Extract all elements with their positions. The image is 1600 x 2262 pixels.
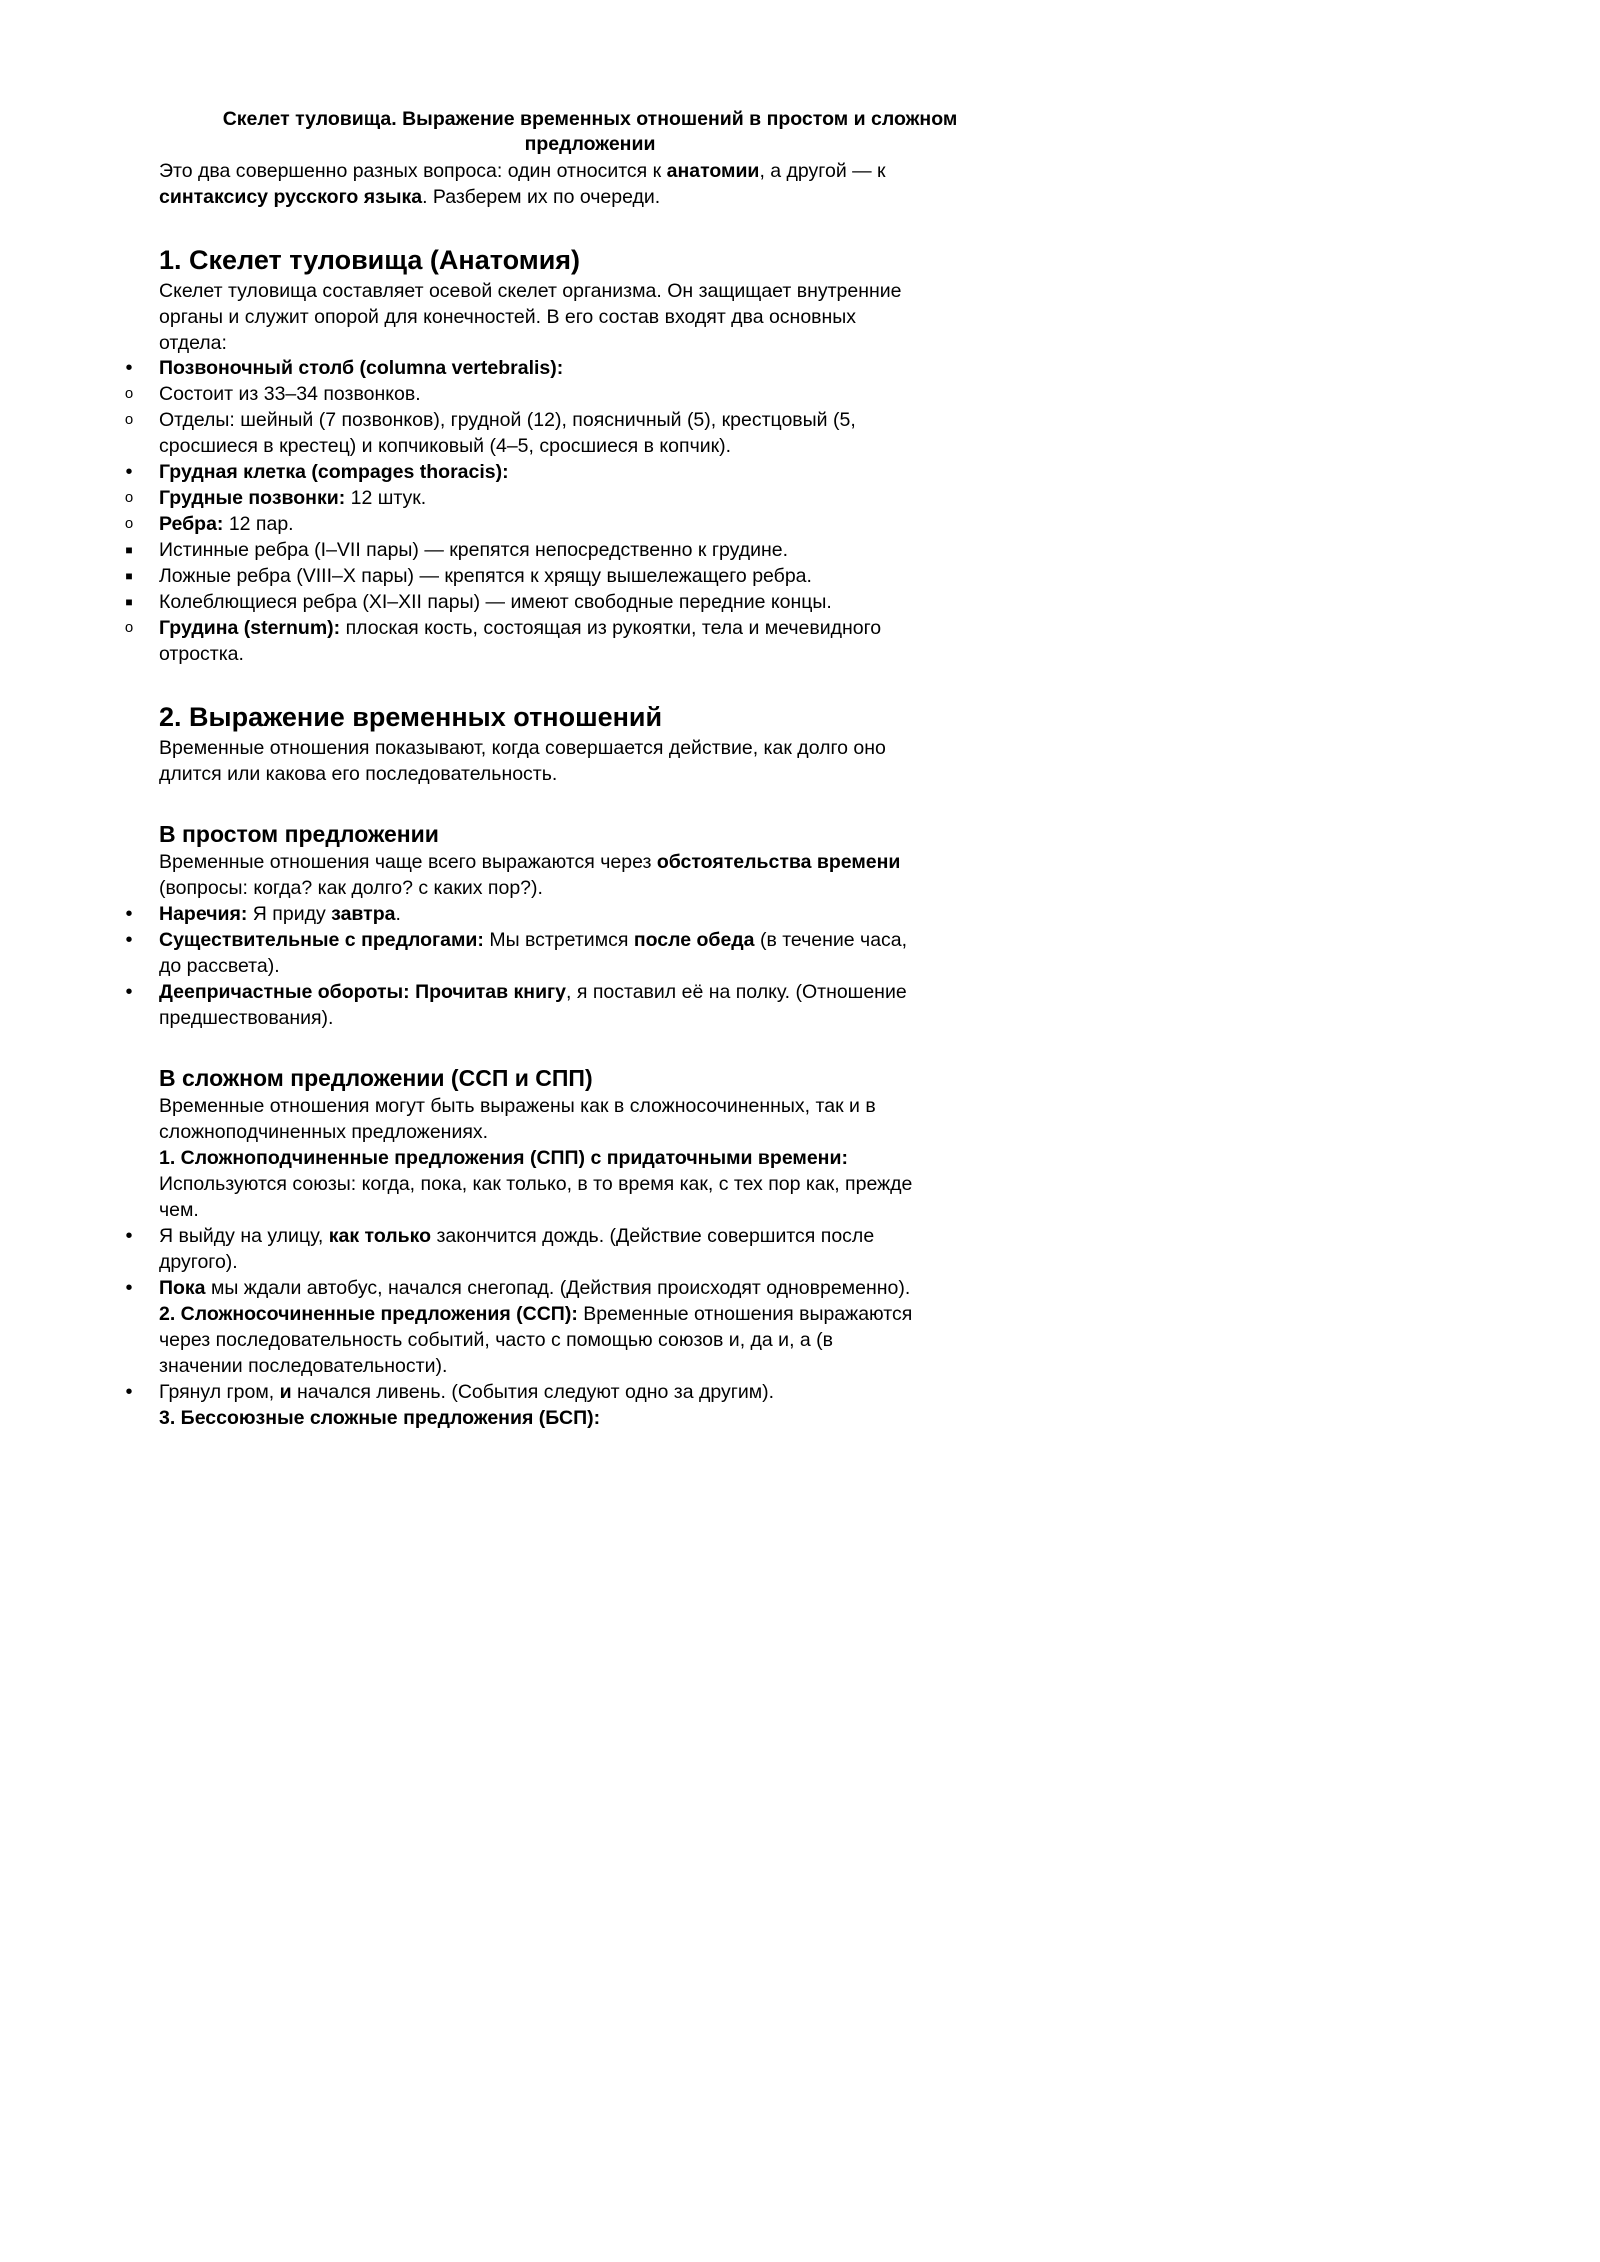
bullet-disc-icon: •: [125, 929, 133, 951]
list-item-thoracic-vertebrae: Грудные позвонки: 12 штук.: [159, 487, 427, 509]
simple-paragraph-line-1: Временные отношения чаще всего выражаются через обстоятельства времени: [159, 851, 901, 873]
simple-sentence-heading: В простом предложении: [159, 821, 439, 847]
bullet-circle-icon: o: [124, 411, 134, 428]
bullet-disc-icon: •: [125, 1381, 133, 1403]
list-item-spine-sections: Отделы: шейный (7 позвонков), грудной (12), поясничный (5), крестцовый (5,: [159, 409, 856, 431]
section-2-heading: 2. Выражение временных отношений: [159, 702, 663, 732]
bullet-circle-icon: o: [124, 619, 134, 636]
section-2-paragraph-line-1: Временные отношения показывают, когда совершается действие, как долго оно: [159, 737, 886, 759]
document-page: [0, 0, 1108, 1566]
bullet-circle-icon: o: [124, 515, 134, 532]
list-item-example-1-cont: другого).: [159, 1251, 238, 1273]
bullet-square-icon: ■: [125, 543, 133, 557]
list-item-spine-count: Состоит из 33–34 позвонков.: [159, 383, 421, 405]
bullet-disc-icon: •: [125, 903, 133, 925]
bsp-heading: 3. Бессоюзные сложные предложения (БСП):: [159, 1407, 601, 1429]
list-item-true-ribs: Истинные ребра (I–VII пары) — крепятся непосредственно к грудине.: [159, 539, 789, 561]
spp-conjunctions-line-1: Используются союзы: когда, пока, как только, в то время как, с тех пор как, прежде: [159, 1173, 913, 1195]
list-item-nouns-cont: до рассвета).: [159, 955, 280, 977]
bullet-square-icon: ■: [125, 569, 133, 583]
list-item-nouns: Существительные с предлогами: Мы встретимся после обеда (в течение часа,: [159, 929, 908, 951]
bullet-circle-icon: o: [124, 489, 134, 506]
complex-paragraph-line-1: Временные отношения могут быть выражены как в сложносочиненных, так и в: [159, 1095, 876, 1117]
list-item-spine-sections-cont: сросшиеся в крестец) и копчиковый (4–5, сросшиеся в копчик).: [159, 435, 732, 457]
document-title-line-2: предложении: [524, 133, 656, 155]
section-1-paragraph-line-1: Скелет туловища составляет осевой скелет организма. Он защищает внутренние: [159, 280, 902, 302]
list-item-adverbs: Наречия: Я приду завтра.: [159, 903, 401, 925]
complex-paragraph-line-2: сложноподчиненных предложениях.: [159, 1121, 489, 1143]
bullet-disc-icon: •: [125, 981, 133, 1003]
list-item-spine: Позвоночный столб (columna vertebralis):: [159, 357, 564, 379]
section-1-heading: 1. Скелет туловища (Анатомия): [159, 245, 581, 275]
list-item-example-3: Грянул гром, и начался ливень. (События следуют одно за другим).: [159, 1381, 775, 1403]
bullet-disc-icon: •: [125, 1225, 133, 1247]
bullet-disc-icon: •: [125, 461, 133, 483]
spp-heading: 1. Сложноподчиненные предложения (СПП) с придаточными времени:: [159, 1147, 848, 1169]
simple-paragraph-line-2: (вопросы: когда? как долго? с каких пор?).: [159, 877, 543, 899]
list-item-example-2: Пока мы ждали автобус, начался снегопад. (Действия происходят одновременно).: [159, 1277, 911, 1299]
bullet-square-icon: ■: [125, 595, 133, 609]
intro-line-1: Это два совершенно разных вопроса: один относится к анатомии, а другой — к: [159, 160, 886, 182]
spp-conjunctions-line-2: чем.: [159, 1199, 199, 1221]
document-title-line-1: Скелет туловища. Выражение временных отношений в простом и сложном: [222, 108, 958, 130]
list-item-sternum-cont: отростка.: [159, 643, 244, 665]
section-1-paragraph-line-3: отдела:: [159, 332, 227, 354]
complex-sentence-heading: В сложном предложении (ССП и СПП): [159, 1065, 593, 1091]
ssp-heading: 2. Сложносочиненные предложения (ССП): Временные отношения выражаются: [159, 1303, 913, 1325]
list-item-floating-ribs: Колеблющиеся ребра (XI–XII пары) — имеют свободные передние концы.: [159, 591, 832, 613]
list-item-ribs: Ребра: 12 пар.: [159, 513, 294, 535]
list-item-participles-cont: предшествования).: [159, 1007, 334, 1029]
ssp-line-3: значении последовательности).: [159, 1355, 448, 1377]
list-item-false-ribs: Ложные ребра (VIII–X пары) — крепятся к хрящу вышележащего ребра.: [159, 565, 812, 587]
bullet-circle-icon: o: [124, 385, 134, 402]
bullet-disc-icon: •: [125, 357, 133, 379]
bullet-disc-icon: •: [125, 1277, 133, 1299]
ssp-line-2: через последовательность событий, часто с помощью союзов и, да и, а (в: [159, 1329, 834, 1351]
section-1-paragraph-line-2: органы и служит опорой для конечностей. В его состав входят два основных: [159, 306, 857, 328]
list-item-participles: Деепричастные обороты: Прочитав книгу, я поставил её на полку. (Отношение: [159, 981, 907, 1003]
list-item-sternum: Грудина (sternum): плоская кость, состоящая из рукоятки, тела и мечевидного: [159, 617, 882, 639]
section-2-paragraph-line-2: длится или какова его последовательность.: [159, 763, 558, 785]
intro-line-2: синтаксису русского языка. Разберем их по очереди.: [159, 186, 661, 208]
list-item-example-1: Я выйду на улицу, как только закончится дождь. (Действие совершится после: [159, 1225, 875, 1247]
list-item-thorax: Грудная клетка (compages thoracis):: [159, 461, 509, 483]
